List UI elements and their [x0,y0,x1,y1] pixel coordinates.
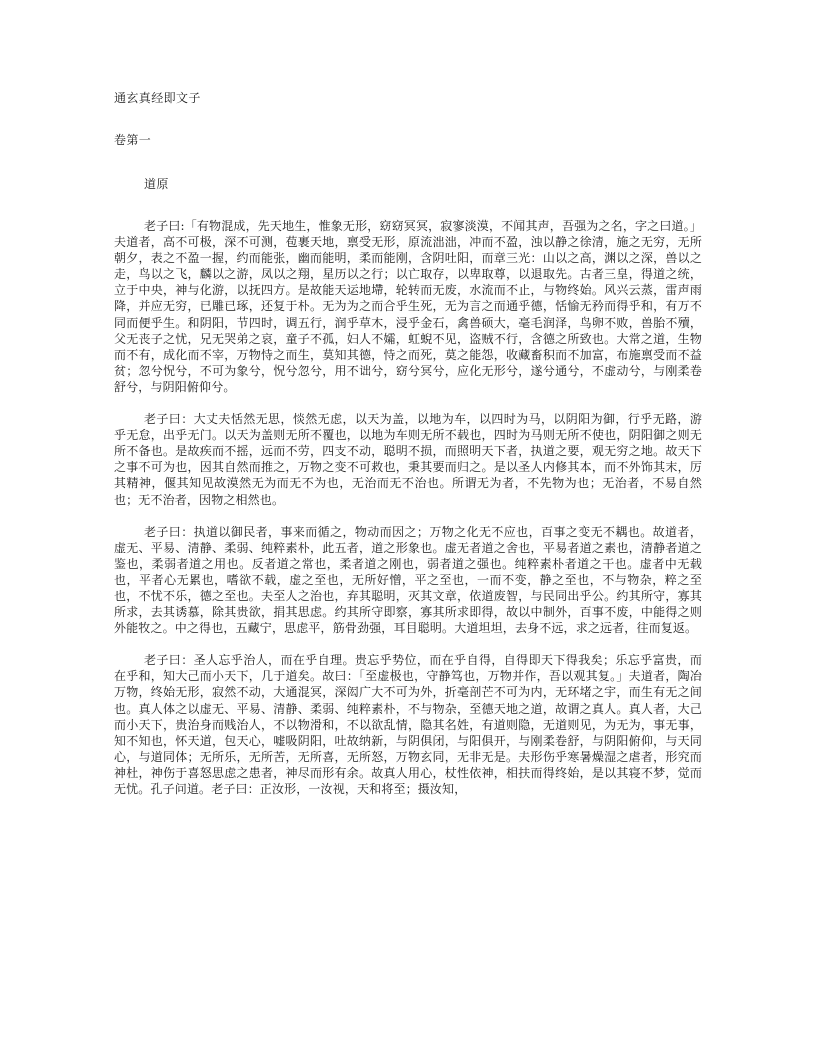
document-title: 通玄真经即文子 [114,91,201,105]
section-heading: 道原 [144,177,169,191]
body-paragraph: 老子曰：大丈夫恬然无思，惔然无虑，以天为盖，以地为车，以四时为马，以阴阳为御，行乎无路，游乎无怠，出乎无门。以天为盖则无所不覆也，以地为车则无所不载也，四时为马则无所不使也，阴阳御之则无所不备也。是故疾而不摇，远而不劳，四支不动，聪明不损，而照明天下者，执道之要，观无穷之地。故天下之事不可为也，因其自然而推之，万物之变不可救也，秉其要而归之。是以圣人内修其本，而不外饰其末，厉其精神，偃其知见故漠然无为而无不为也，无治而无不治也。所谓无为者，不先物为也；无治者，不易自然也；无不治者，因物之相然也。 [114,412,702,507]
document-content [114,90,702,797]
body-paragraph: 老子曰：圣人忘乎治人，而在乎自理。贵忘乎势位，而在乎自得，自得即天下得我矣；乐忘乎富贵，而在乎和，知大己而小天下，几于道矣。故曰：「至虚极也，守静笃也，万物并作，吾以观其复。」夫道者，陶冶万物，终始无形，寂然不动，大通混冥，深闳广大不可为外，折毫剖芒不可为内，无环堵之宇，而生有无之间也。真人体之以虚无、平易、清静、柔弱、纯粹素朴，不与物杂，至德天地之道，故谓之真人。真人者，大己而小天下，贵治身而贱治人，不以物滑和，不以欲乱情，隐其名姓，有道则隐，无道则见，为无为，事无事，知不知也，怀天道，包天心，嘘吸阴阳，吐故纳新，与阴俱闭，与阳俱开，与刚柔卷舒，与阴阳俯仰，与天同心，与道同体；无所乐，无所苦，无所喜，无所怒，万物玄同，无非无是。夫形伤乎寒暑燥湿之虐者，形究而神杜，神伤于喜怒思虑之患者，神尽而形有余。故真人用心，杖性依神，相扶而得终始，是以其寝不梦，觉而无忧。孔子问道。老子曰：正汝形，一汝视，天和将至；摄汝知， [114,653,702,796]
body-paragraph: 老子曰：执道以御民者，事来而循之，物动而因之；万物之化无不应也，百事之变无不耦也。故道者，虚无、平易、清静、柔弱、纯粹素朴，此五者，道之形象也。虚无者道之舍也，平易者道之素也，清静者道之鉴也，柔弱者道之用也。反者道之常也，柔者道之刚也，弱者道之强也。纯粹素朴者道之干也。虚者中无载也，平者心无累也，嗜欲不载，虚之至也，无所好憎，平之至也，一而不变，静之至也，不与物杂，粹之至也，不忧不乐，德之至也。夫至人之治也，弃其聪明，灭其文章，依道废智，与民同出乎公。约其所守，寡其所求，去其诱慕，除其贵欲，捐其思虑。约其所守即察，寡其所求即得，故以中制外，百事不废，中能得之则外能牧之。中之得也，五藏宁，思虑平，筋骨劲强，耳目聪明。大道坦坦，去身不远，求之远者，往而复返。 [114,524,702,636]
volume-label: 卷第一 [114,133,152,147]
body-paragraph: 老子曰:「有物混成，先天地生，惟象无形，窈窈冥冥，寂寥淡漠，不闻其声，吾强为之名，字之曰道。」夫道者，高不可极，深不可测，苞裹天地，禀受无形，原流泏泏，冲而不盈，浊以静之徐清，施之无穷，无所朝夕，表之不盈一握，约而能张，幽而能明，柔而能刚，含阴吐阳，而章三光：山以之高，渊以之深，兽以之走，鸟以之飞，麟以之游，凤以之翔，星历以之行；以亡取存，以卑取尊，以退取先。古者三皇，得道之统，立于中央，神与化游，以抚四方。是故能天运地墆，轮转而无废，水流而不止，与物终始。风兴云蒸，雷声雨降，并应无穷，已雕已琢，还复于朴。无为为之而合乎生死，无为言之而通乎德，恬愉无矜而得乎和，有万不同而便乎生。和阴阳，节四时，调五行，润乎草木，浸乎金石，禽兽硕大，毫毛润泽，鸟卵不败，兽胎不殰，父无丧子之忧，兄无哭弟之哀，童子不孤，妇人不孀，虹蜺不见，盗贼不行，含德之所致也。大常之道，生物而不有，成化而不宰，万物恃之而生，莫知其德，恃之而死，莫之能怨，收藏畜积而不加富，布施禀受而不益贫；忽兮怳兮，不可为象兮，怳兮忽兮，用不诎兮，窈兮冥兮，应化无形兮，遂兮通兮，不虚动兮，与刚柔卷舒兮，与阴阳俯仰兮。 [114,219,702,394]
